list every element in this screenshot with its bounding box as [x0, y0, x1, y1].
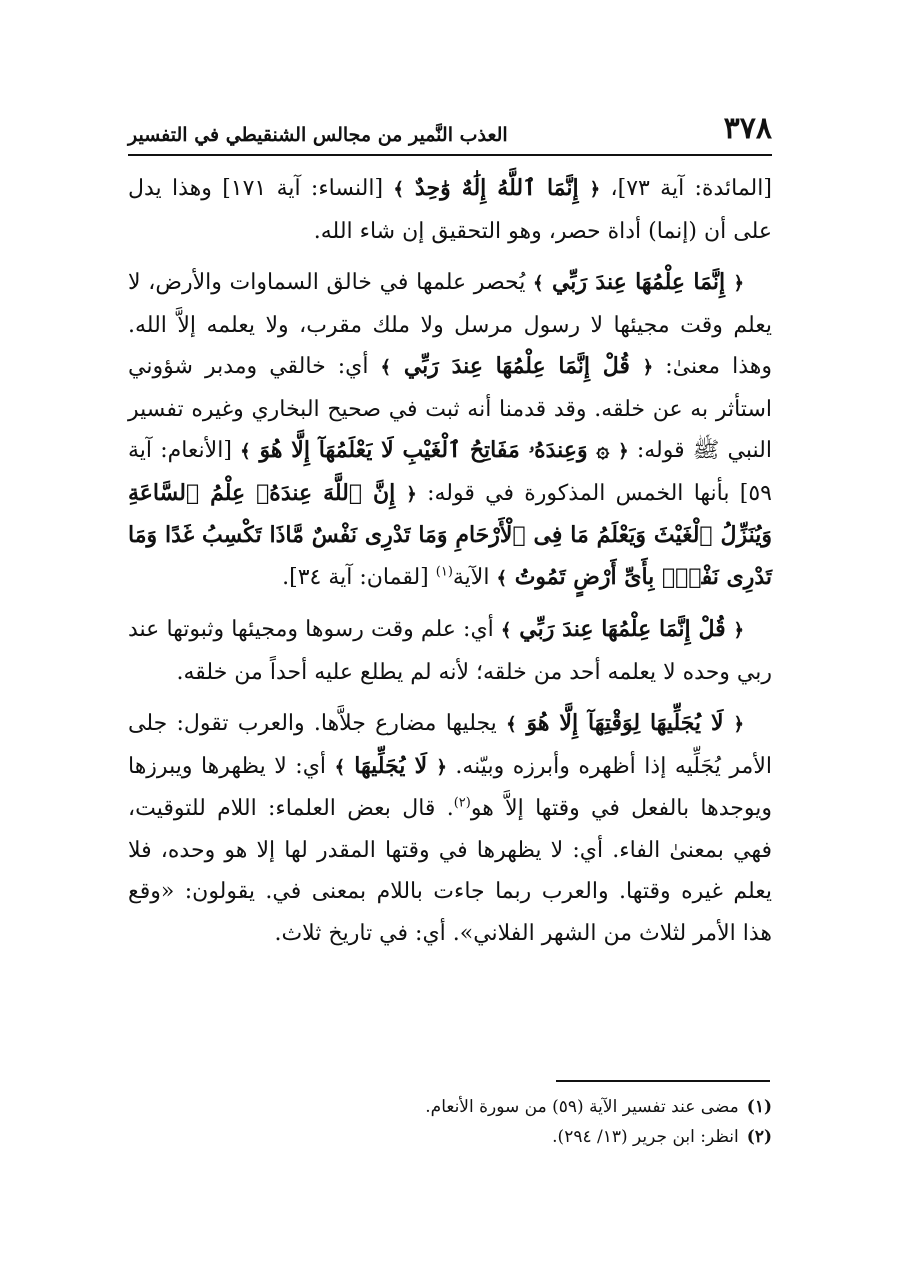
text-run: أي: خالقي ومدبر شؤوني استأثر به عن خلقه. وقد قدمنا أنه ثبت في صحيح البخاري وغيره تفسير النبي ﷺ قوله:: [128, 354, 772, 463]
footnote-number: (١): [746, 1097, 772, 1117]
quran-verse: [240, 437, 629, 463]
main-text: [128, 168, 772, 964]
ornate-bracket-close: ﴾: [240, 441, 251, 462]
ornate-bracket-open: ﴿: [406, 483, 417, 505]
paragraph-1: [128, 168, 772, 252]
ornate-bracket-open: ﴿: [733, 714, 744, 735]
ornate-bracket-close: ﴾: [496, 567, 508, 589]
ornate-bracket-close: ﴾: [500, 620, 512, 641]
verse-text: إِنَّمَا ٱللَّهُ إِلَٰهٌ وَٰحِدٌ: [414, 175, 579, 201]
footnote-1: [128, 1092, 772, 1122]
quran-verse: [335, 753, 447, 779]
text-run: الآية: [452, 564, 497, 590]
text-run: [النساء: آية ١٧١] وهذا يدل على أن (إنما) أداة حصر، وهو التحقيق إن شاء الله.: [128, 176, 772, 244]
ornate-bracket-open: ﴿: [642, 357, 654, 378]
text-run: أي: لا يظهرها ويبرزها ويوجدها بالفعل في وقتها إلاَّ هو: [128, 753, 772, 821]
ornate-bracket-open: ﴿: [618, 441, 629, 462]
text-run: [المائدة: آية ٧٣]،: [600, 176, 772, 201]
paragraph-4: [128, 703, 772, 954]
verse-text: ۞ وَعِندَهُۥ مَفَاتِحُ ٱلْغَيْبِ لَا يَعْلَمُهَآ إِلَّا هُوَ: [259, 437, 610, 463]
verse-text: إِنَّمَا عِلْمُهَا عِندَ رَبِّي: [551, 269, 726, 295]
running-title: العذب النَّمير من مجالس الشنقيطي في التفسير: [128, 124, 508, 146]
paragraph-3: [128, 609, 772, 693]
ornate-bracket-close: ﴾: [506, 714, 517, 735]
text-run: أي: علم وقت رسوها ومجيئها وثبوتها عند ربي وحده لا يعلمه أحد من خلقه؛ لأنه لم يطلع عليه أحداً من خلقه.: [128, 617, 772, 685]
quran-verse: [381, 353, 654, 379]
paragraph-2: [128, 262, 772, 599]
verse-text: لَا يُجَلِّيهَا: [354, 752, 428, 779]
text-run: [لقمان: آية ٣٤].: [282, 564, 436, 590]
verse-text: لَا يُجَلِّيهَا لِوَقْتِهَآ إِلَّا هُوَ: [526, 710, 724, 736]
footnote-2: [128, 1122, 772, 1152]
ornate-bracket-close: ﴾: [380, 357, 392, 378]
ornate-bracket-close: ﴾: [334, 756, 346, 778]
footnotes: [128, 1092, 772, 1152]
footnote-text: مضى عند تفسير الآية (٥٩) من سورة الأنعام.: [425, 1097, 739, 1117]
verse-text: قُلْ إِنَّمَا عِلْمُهَا عِندَ رَبِّي: [403, 353, 630, 379]
footnote-number: (٢): [746, 1127, 772, 1147]
footnote-ref[interactable]: (٢): [453, 795, 471, 811]
footnote-divider: [556, 1080, 770, 1082]
ornate-bracket-open: ﴿: [436, 756, 447, 778]
page-header: [128, 110, 772, 156]
quran-verse: [506, 710, 744, 736]
quran-verse: [501, 616, 744, 642]
ornate-bracket-close: ﴾: [533, 273, 544, 294]
text-run: . قال بعض العلماء: اللام للتوقيت، فهي بمعنىٰ الفاء. أي: لا يظهرها في وقتها المقدر لها إلا هو وحده، فلا يعلم غيره وقتها. والعرب ربما جاءت باللام بمعنى في. يقولون: «وقع هذا الأمر لثلاث من الشهر الفلاني». أي: في تاريخ ثلاث.: [128, 796, 772, 946]
text-run: [الأنعام: آية ٥٩] بأنها الخمس المذكورة في قوله:: [128, 438, 772, 506]
footnote-text: انظر: ابن جرير (١٣/ ٢٩٤).: [552, 1127, 739, 1147]
verse-text: إِنَّ ٱللَّهَ عِندَهُۥ عِلْمُ ٱلسَّاعَةِ وَيُنَزِّلُ ٱلْغَيْثَ وَيَعْلَمُ مَا فِى ٱلْأَرْحَامِ وَمَا تَدْرِى نَفْسٌ مَّاذَا تَكْسِبُ غَدًا وَمَا تَدْرِى نَفْسٌۢ بِأَىِّ أَرْضٍ تَمُوتُ: [128, 479, 772, 590]
text-run: يجليها مضارع جلاَّها. والعرب تقول: جلى الأمر يُجَلِّيه إذا أظهره وأبرزه وبيّنه.: [128, 711, 772, 779]
text-run: يُحصر علمها في خالق السماوات والأرض، لا يعلم وقت مجيئها لا رسول مرسل ولا ملك مقرب، ولا يعلمه إلاَّ الله. وهذا معنىٰ:: [128, 270, 772, 379]
page-number: ٣٧٨: [723, 111, 772, 146]
footnote-ref[interactable]: (١): [435, 564, 453, 580]
ornate-bracket-open: ﴿: [589, 179, 601, 200]
quran-verse: [393, 175, 600, 201]
verse-text: قُلْ إِنَّمَا عِلْمُهَا عِندَ رَبِّي: [519, 616, 726, 642]
ornate-bracket-open: ﴿: [733, 273, 744, 294]
quran-verse: [533, 269, 744, 295]
ornate-bracket-close: ﴾: [393, 179, 404, 200]
ornate-bracket-open: ﴿: [733, 620, 744, 641]
